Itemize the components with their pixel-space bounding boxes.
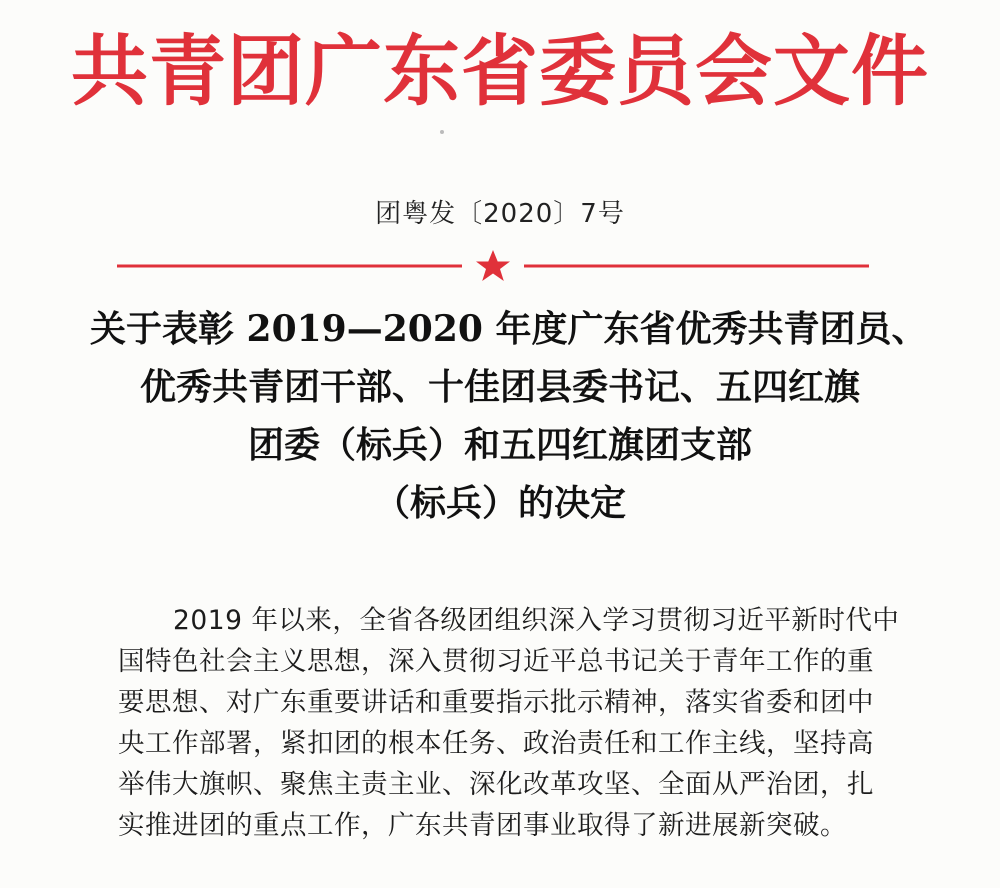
body-line: 要思想、对广东重要讲话和重要指示批示精神，落实省委和团中 <box>118 687 874 718</box>
document-number: 团粤发〔2020〕7号 <box>375 199 625 229</box>
body-paragraph <box>118 600 900 846</box>
title-line: 关于表彰 2019—2020 年度广东省优秀共青团员、 <box>90 308 928 350</box>
decision-title <box>90 300 928 532</box>
body-line: 国特色社会主义思想，深入贯彻习近平总书记关于青年工作的重 <box>118 646 874 677</box>
org-header-title: 共青团广东省委员会文件 <box>71 28 929 117</box>
title-line: 团委（标兵）和五四红旗团支部 <box>247 424 752 466</box>
scan-speck <box>440 130 444 134</box>
body-line: 央工作部署，紧扣团的根本任务、政治责任和工作主线，坚持高 <box>118 728 874 759</box>
red-divider <box>117 248 869 284</box>
title-line: （标兵）的决定 <box>373 482 626 524</box>
body-line: 实推进团的重点工作，广东共青团事业取得了新进展新突破。 <box>118 810 847 841</box>
body-line: 2019 年以来，全省各级团组织深入学习贯彻习近平新时代中 <box>173 605 900 636</box>
title-line: 优秀共青团干部、十佳团县委书记、五四红旗 <box>139 366 860 408</box>
body-line: 举伟大旗帜、聚焦主责主业、深化改革攻坚、全面从严治团，扎 <box>118 769 874 800</box>
star-icon <box>476 250 510 281</box>
